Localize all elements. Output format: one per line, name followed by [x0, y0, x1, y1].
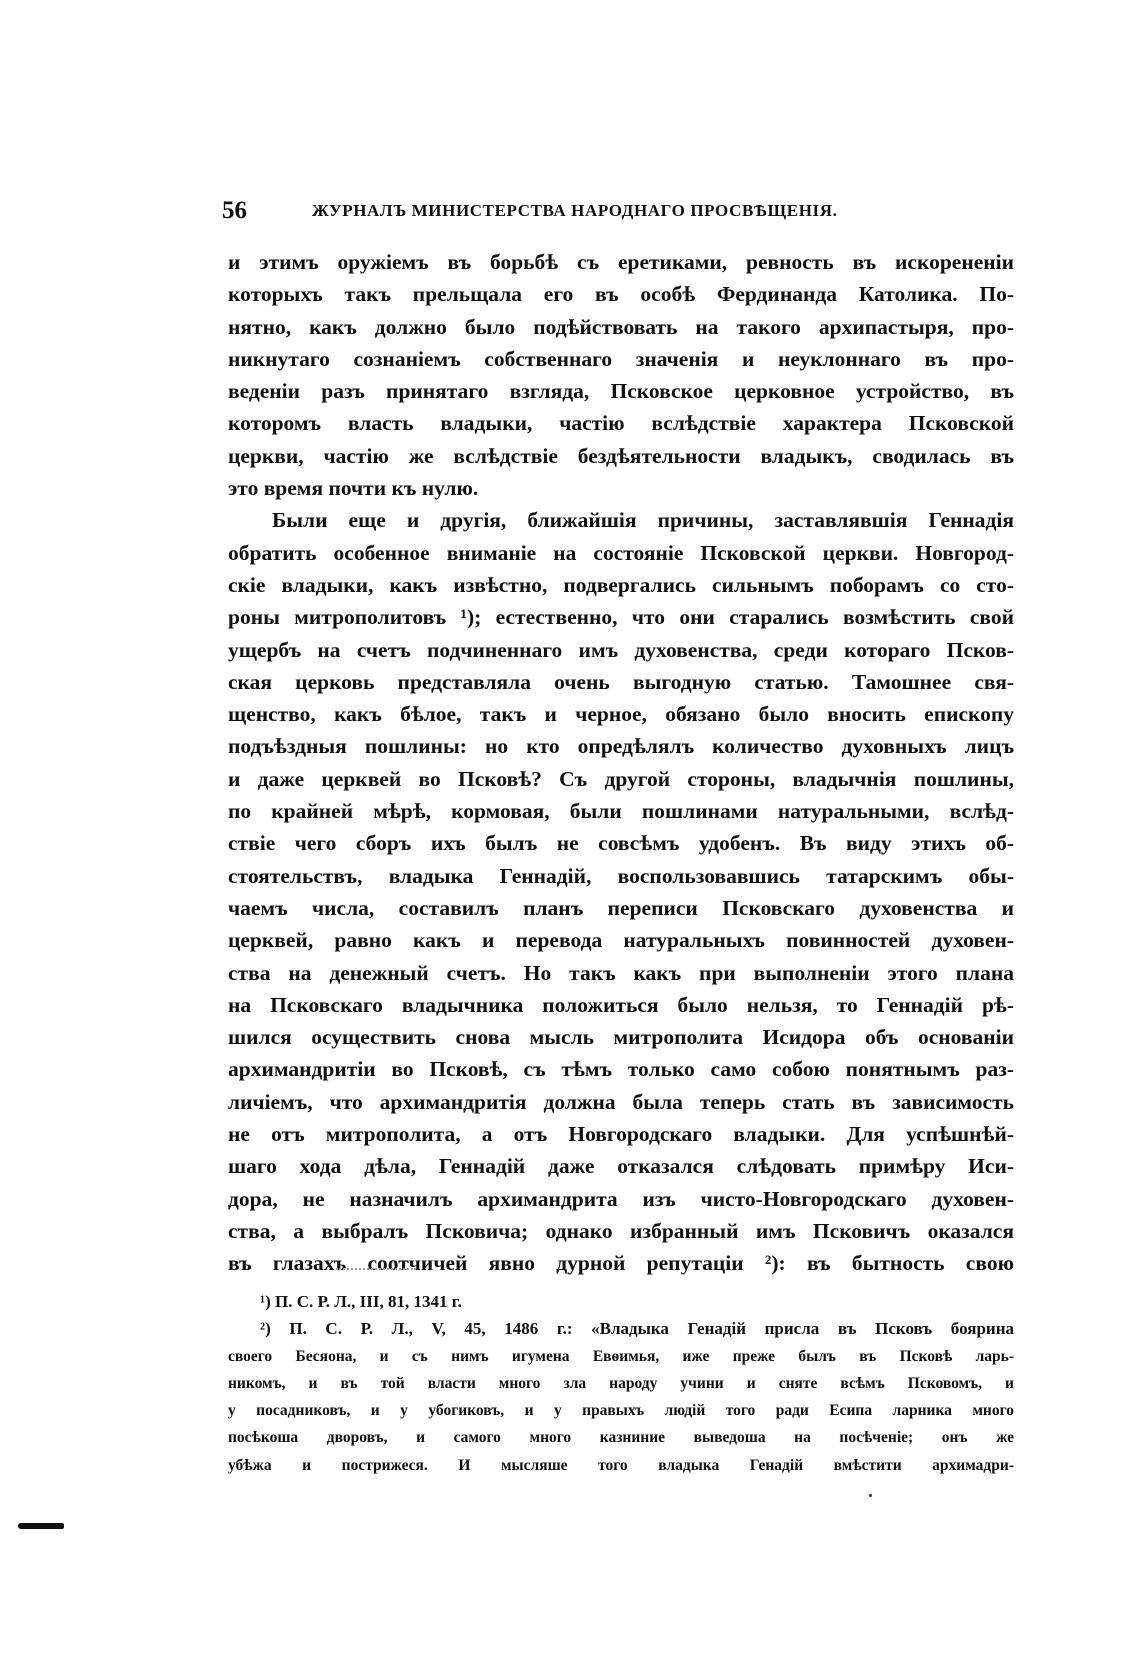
- text-line: которомъ власть владыки, частію вслѣдствіе характера Псковской: [228, 411, 1014, 436]
- scan-speck: [869, 1494, 872, 1497]
- page-header: [222, 197, 1012, 227]
- text-line: церкви, частію же вслѣдствіе бездѣятельности владыкъ, сводилась въ: [228, 443, 1014, 468]
- text-line: дора, не назначилъ архимандрита изъ чисто-Новгородскаго духовен-: [228, 1186, 1014, 1211]
- footnote-line: никомъ, и въ той власти много зла народу учини и сняте всѣмъ Псковомъ, и: [228, 1374, 1014, 1392]
- text-line: Были еще и другія, ближайшія причины, заставлявшія Геннадія: [272, 508, 1014, 533]
- text-line: и даже церквей во Псковѣ? Съ другой стороны, владычнія пошлины,: [228, 766, 1014, 791]
- footnote-line: убѣжа и пострижеся. И мысляше того владыка Генадій вмѣстити архимадри-: [228, 1456, 1014, 1474]
- text-line: никнутаго сознаніемъ собственнаго значенія и неуклоннаго въ про-: [228, 346, 1014, 371]
- footnote-line: ¹) П. С. Р. Л., III, 81, 1341 г.: [260, 1292, 462, 1311]
- text-line: скіе владыки, какъ извѣстно, подвергались сильнымъ поборамъ со сто-: [228, 572, 1014, 597]
- text-line: ства на денежный счетъ. Но такъ какъ при выполненіи этого плана: [228, 960, 1014, 985]
- text-line: на Псковскаго владычника положиться было нельзя, то Геннадій рѣ-: [228, 992, 1014, 1017]
- text-line: ская церковь представляла очень выгодную статью. Тамошнее свя-: [228, 669, 1014, 694]
- text-line: ства, а выбралъ Псковича; однако избранный имъ Псковичъ оказался: [228, 1218, 1014, 1243]
- text-line: щенство, какъ бѣлое, такъ и черное, обязано было вносить епископу: [228, 702, 1014, 727]
- text-line: и этимъ оружіемъ въ борьбѣ съ еретиками, ревность въ искорененіи: [228, 250, 1014, 274]
- running-title: ЖУРНАЛЪ МИНИСТЕРСТВА НАРОДНАГО ПРОСВѢЩЕНІЯ.: [312, 201, 838, 220]
- text-line: шаго хода дѣла, Геннадій даже отказался слѣдовать примѣру Иси-: [228, 1154, 1014, 1179]
- footnote-line: своего Бесяона, и съ нимъ игумена Евѳимья, иже преже былъ въ Псковѣ ларь-: [228, 1347, 1014, 1365]
- footnote-line: у посадниковъ, и у убогиковъ, и у правыхъ людій того ради Есипа ларника много: [228, 1402, 1014, 1420]
- text-line: ствіе чего сборъ ихъ былъ не совсѣмъ удобенъ. Въ виду этихъ об-: [228, 831, 1014, 856]
- page-number: 56: [222, 197, 247, 224]
- text-line: ущербъ на счетъ подчиненнаго имъ духовенства, среди котораго Псков-: [228, 637, 1014, 662]
- footnote-line: посѣкоша дворовъ, и самого много казниние выведоша на посѣченіе; онъ же: [228, 1429, 1014, 1447]
- text-line: архимандритіи во Псковѣ, съ тѣмъ только само собою понятнымъ раз-: [228, 1057, 1014, 1082]
- text-line: чаемъ числа, составилъ планъ переписи Псковскаго духовенства и: [228, 895, 1014, 920]
- text-line: церквей, равно какъ и перевода натуральныхъ повинностей духовен-: [228, 928, 1014, 953]
- text-line: нятно, какъ должно было подѣйствовать на такого архипастыря, про-: [228, 314, 1014, 339]
- footnote-line: ²) П. С. Р. Л., V, 45, 1486 г.: «Владыка Генадій присла въ Псковъ боярина: [260, 1319, 1014, 1339]
- text-line: не отъ митрополита, а отъ Новгородскаго владыки. Для успѣшнѣй-: [228, 1122, 1014, 1147]
- text-line: это время почти къ нулю.: [228, 476, 479, 501]
- main-text: [228, 246, 1014, 1280]
- footnotes: [228, 1288, 1014, 1479]
- text-line: шился осуществить снова мысль митрополита Исидора объ основаніи: [228, 1025, 1014, 1050]
- text-line: по крайней мѣрѣ, кормовая, были пошлинами натуральными, вслѣд-: [228, 799, 1014, 824]
- text-line: обратить особенное вниманіе на состояніе Псковской церкви. Новгород-: [228, 540, 1014, 565]
- footnote-separator: [336, 1268, 416, 1270]
- scan-edge-mark: [18, 1523, 64, 1529]
- text-line: которыхъ такъ прельщала его въ особѣ Фердинанда Католика. По-: [228, 282, 1014, 307]
- text-line: подъѣздныя пошлины: но кто опредѣлялъ количество духовныхъ лицъ: [228, 734, 1014, 759]
- text-line: роны митрополитовъ ¹); естественно, что они старались возмѣстить свой: [228, 605, 1014, 630]
- text-line: стоятельствъ, владыка Геннадій, воспользовавшись татарскимъ обы-: [228, 863, 1014, 888]
- text-line: въ глазахъ соотчичей явно дурной репутаціи ²): въ бытность свою: [228, 1251, 1014, 1276]
- text-line: личіемъ, что архимандритія должна была теперь стать въ зависимость: [228, 1089, 1014, 1114]
- text-line: веденіи разъ принятаго взгляда, Псковское церковное устройство, въ: [228, 379, 1014, 404]
